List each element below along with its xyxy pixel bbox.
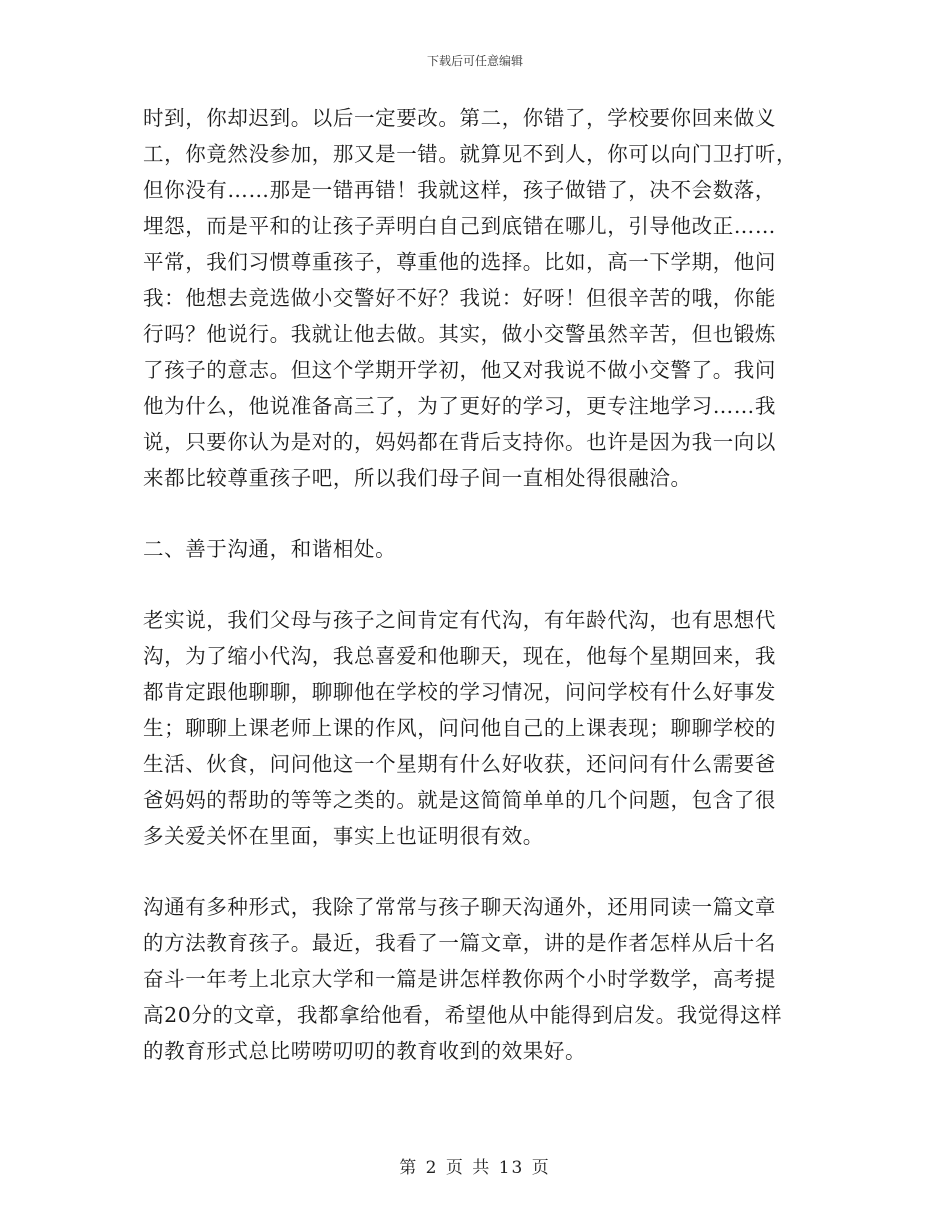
text-line: 生活、伙食，问问他这一个星期有什么好收获，还问问有什么需要爸 (143, 752, 776, 776)
text-line: 奋斗一年考上北京大学和一篇是讲怎样教你两个小时学数学，高考提 (143, 967, 776, 991)
text-line: 我：他想去竞选做小交警好不好？我说：好呀！但很辛苦的哦，你能 (143, 286, 776, 310)
text-line: 工，你竟然没参加，那又是一错。就算见不到人，你可以向门卫打听， (143, 142, 798, 166)
text-line: 平常，我们习惯尊重孩子，尊重他的选择。比如，高一下学期，他问 (143, 250, 776, 274)
text-line: 爸妈妈的帮助的等等之类的。就是这简简单单的几个问题，包含了很 (143, 788, 776, 812)
text-line: 他为什么，他说准备高三了，为了更好的学习，更专注地学习……我 (143, 394, 776, 418)
text-line: 二、善于沟通，和谐相处。 (143, 537, 397, 561)
text-line: 的教育形式总比唠唠叨叨的教育收到的效果好。 (143, 1039, 587, 1063)
paragraph-gap (143, 567, 803, 602)
text-line: 了孩子的意志。但这个学期开学初，他又对我说不做小交警了。我问 (143, 358, 776, 382)
text-line: 的方法教育孩子。最近，我看了一篇文章，讲的是作者怎样从后十名 (143, 931, 776, 955)
text-line: 埋怨，而是平和的让孩子弄明白自己到底错在哪儿，引导他改正…… (143, 214, 776, 238)
text-line: 来都比较尊重孩子吧，所以我们母子间一直相处得很融洽。 (143, 466, 692, 490)
paragraph (143, 100, 803, 496)
paragraph-gap (143, 854, 803, 889)
text-line: 都肯定跟他聊聊，聊聊他在学校的学习情况，问问学校有什么好事发 (143, 680, 776, 704)
text-line: 但你没有……那是一错再错！我就这样，孩子做错了，决不会数落， (143, 178, 776, 202)
text-line: 沟通有多种形式，我除了常常与孩子聊天沟通外，还用同读一篇文章 (143, 895, 776, 919)
text-line: 行吗？他说行。我就让他去做。其实，做小交警虽然辛苦，但也锻炼 (143, 322, 776, 346)
text-line: 老实说，我们父母与孩子之间肯定有代沟，有年龄代沟，也有思想代 (143, 608, 776, 632)
paragraph (143, 889, 803, 1069)
page-footer: 第 2 页 共 13 页 (399, 1158, 551, 1178)
text-line: 说，只要你认为是对的，妈妈都在背后支持你。也许是因为我一向以 (143, 430, 776, 454)
document-body (143, 100, 803, 1069)
text-line: 多关爱关怀在里面，事实上也证明很有效。 (143, 824, 544, 848)
page-header: 下载后可任意编辑 (426, 54, 523, 68)
text-line: 沟，为了缩小代沟，我总喜爱和他聊天，现在，他每个星期回来，我 (143, 644, 776, 668)
text-line: 时到，你却迟到。以后一定要改。第二，你错了，学校要你回来做义 (143, 106, 776, 130)
text-line: 高20分的文章，我都拿给他看，希望他从中能得到启发。我觉得这样 (143, 1003, 783, 1027)
section-heading (143, 531, 803, 567)
paragraph-gap (143, 496, 803, 531)
text-line: 生；聊聊上课老师上课的作风，问问他自己的上课表现；聊聊学校的 (143, 716, 776, 740)
paragraph (143, 602, 803, 854)
